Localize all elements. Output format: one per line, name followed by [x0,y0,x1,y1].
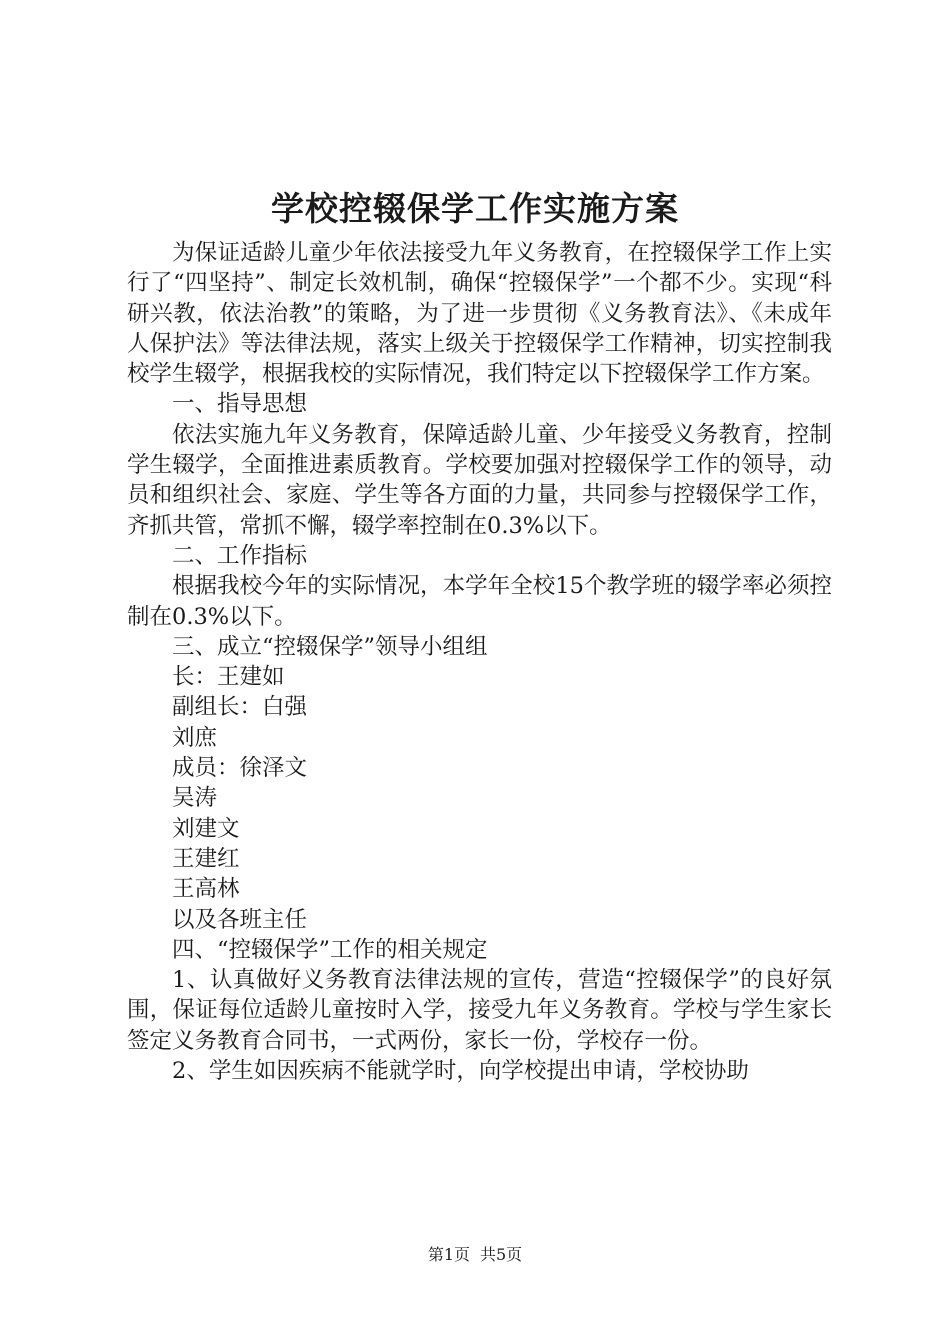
document-body [127,238,832,1086]
paragraph-work-targets: 根据我校今年的实际情况，本学年全校15个教学班的辍学率必须控制在0.3%以下。 [127,573,832,630]
list-item: 以及各班主任 [172,906,308,933]
list-item: 王高林 [172,876,240,903]
section-heading-work-targets: 二、工作指标 [172,542,308,569]
paragraph-regulation-1: 1、认真做好义务教育法律法规的宣传，营造“控辍保学”的良好氛围，保证每位适龄儿童按时入学，接受九年义务教育。学校与学生家长签定义务教育合同书，一式两份，家长一份，学校存一份。 [127,967,832,1054]
page-number: 第1页 [427,1245,470,1264]
page-total: 共5页 [480,1245,523,1264]
list-item: 刘建文 [172,815,240,842]
list-item: 王建红 [172,845,240,872]
document-title: 学校控辍保学工作实施方案 [271,189,679,228]
list-item: 副组长：白强 [172,694,308,721]
section-heading-leadership-group: 三、成立“控辍保学”领导小组组 [172,633,488,660]
list-item: 成员：徐泽文 [172,755,308,782]
paragraph-intro: 为保证适龄儿童少年依法接受九年义务教育，在控辍保学工作上实行了“四坚持”、制定长效机制，确保“控辍保学”一个都不少。实现“科研兴教，依法治教”的策略，为了进一步贯彻《义务教育法》、《未成年人保护法》等法律法规，落实上级关于控辍保学工作精神，切实控制我校学生辍学，根据我校的实际情况，我们特定以下控辍保学工作方案。 [127,240,832,388]
paragraph-regulation-2: 2、学生如因疾病不能就学时，向学校提出申请，学校协助 [172,1058,749,1085]
paragraph-guiding-ideology: 依法实施九年义务教育，保障适龄儿童、少年接受义务教育，控制学生辍学，全面推进素质教育。学校要加强对控辍保学工作的领导，动员和组织社会、家庭、学生等各方面的力量，共同参与控辍保学工作，齐抓共管，常抓不懈，辍学率控制在0.3%以下。 [127,421,832,539]
list-item: 长：王建如 [172,664,285,691]
section-heading-guiding-ideology: 一、指导思想 [172,391,308,418]
list-item: 吴涛 [172,785,218,812]
list-item: 刘庶 [172,724,218,751]
section-heading-regulations: 四、“控辍保学”工作的相关规定 [172,936,488,963]
page-footer [0,1244,950,1266]
